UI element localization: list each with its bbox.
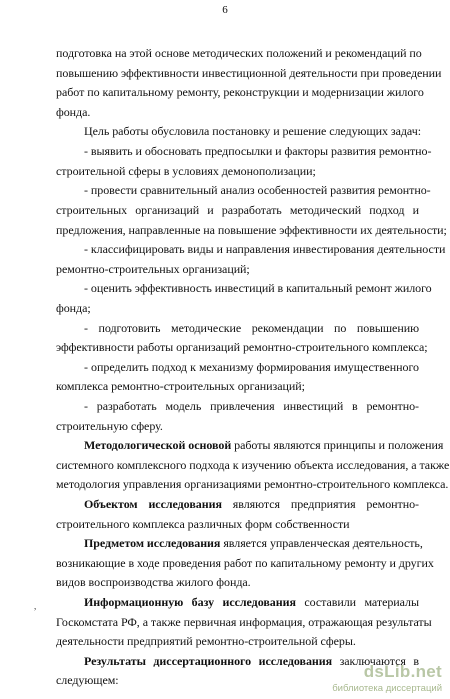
text-segment: Цель работы обусловила постановку и решение следующих задач: bbox=[84, 124, 421, 139]
text-line bbox=[56, 517, 419, 532]
text-segment: - разработать модель привлечения инвестиций в ремонтно- bbox=[84, 398, 419, 413]
text-segment: подготовка на этой основе методических положений и рекомендаций по bbox=[56, 46, 422, 60]
text-segment: системного комплексного подхода к изучению объекта исследования, а также bbox=[56, 457, 450, 472]
text-segment: является управленческая деятельность, bbox=[220, 536, 423, 551]
text-segment: строительной сферы в условиях демонополизации; bbox=[56, 163, 316, 178]
text-segment: фонда; bbox=[56, 300, 91, 315]
bold-term: Предметом исследования bbox=[84, 536, 221, 551]
text-segment: - подготовить методические рекомендации по повышению bbox=[84, 320, 419, 335]
text-line bbox=[56, 203, 419, 218]
text-line bbox=[84, 321, 419, 336]
text-line bbox=[84, 183, 431, 198]
text-segment: строительных организаций и разработать методический подход и bbox=[56, 202, 419, 217]
text-segment: строительную сферу. bbox=[56, 418, 163, 433]
text-segment: строительного комплекса различных форм собственности bbox=[56, 516, 350, 531]
text-line bbox=[84, 595, 419, 610]
text-line bbox=[56, 555, 434, 571]
text-segment: составили материалы bbox=[295, 595, 419, 609]
text-line bbox=[56, 340, 428, 355]
text-segment: видов воспроизводства жилого фонда. bbox=[56, 575, 251, 590]
text-line bbox=[56, 85, 424, 100]
text-segment: Госкомстата РФ, а также первичная информация, отражающая результаты bbox=[56, 614, 432, 629]
text-segment: повышению эффективности инвестиционной деятельности при проведении bbox=[56, 65, 442, 80]
text-segment: предложения, направленные на повышение эффективности их деятельности; bbox=[56, 222, 447, 237]
text-segment: деятельности предприятий ремонтно-строительной сферы. bbox=[56, 634, 356, 649]
text-segment: - оценить эффективность инвестиций в капитальный ремонт жилого bbox=[84, 281, 432, 296]
text-line bbox=[84, 144, 432, 159]
text-segment: возникающие в ходе проведения работ по капитальному ремонту и других bbox=[56, 555, 434, 570]
text-line bbox=[56, 164, 419, 179]
text-line bbox=[84, 124, 419, 139]
margin-mark: , bbox=[34, 601, 37, 611]
text-segment: являются предприятия ремонтно- bbox=[221, 496, 419, 511]
text-line bbox=[56, 614, 432, 630]
text-line bbox=[84, 497, 419, 512]
text-segment: - выявить и обосновать предпосылки и факторы развития ремонтно- bbox=[84, 144, 432, 158]
text-segment: комплекса ремонтно-строительных организаций; bbox=[56, 379, 305, 394]
text-segment: - провести сравнительный анализ особенностей развития ремонтно- bbox=[84, 183, 431, 198]
text-line bbox=[56, 634, 419, 649]
text-line bbox=[84, 536, 423, 551]
bold-term: Объектом исследования bbox=[84, 496, 222, 511]
text-line bbox=[84, 281, 432, 296]
text-line bbox=[56, 105, 419, 120]
text-segment: работ по капитальному ремонту, реконструкции и модернизации жилого bbox=[56, 85, 424, 100]
text-line bbox=[56, 457, 450, 473]
text-line bbox=[56, 379, 419, 394]
bold-term: Результаты диссертационного исследования bbox=[84, 653, 333, 668]
watermark-tagline: библиотека диссертаций bbox=[332, 683, 442, 694]
text-line bbox=[84, 438, 444, 453]
text-line bbox=[56, 222, 447, 238]
watermark-logo: dsLib.net bbox=[363, 662, 442, 681]
text-line bbox=[56, 575, 419, 590]
bold-term: Информационную базу исследования bbox=[84, 595, 296, 609]
watermark bbox=[332, 662, 442, 696]
text-line bbox=[56, 477, 449, 492]
text-segment: эффективности работы организаций ремонтно-строительного комплекса; bbox=[56, 340, 428, 355]
text-segment: ремонтно-строительных организаций; bbox=[56, 261, 250, 276]
text-line bbox=[84, 399, 419, 414]
text-segment: - классифицировать виды и направления инвестирования деятельности bbox=[84, 242, 446, 257]
text-line bbox=[56, 301, 419, 316]
text-segment: заключаются в bbox=[332, 653, 419, 668]
text-line bbox=[84, 242, 446, 257]
text-segment: методология управления организациями ремонтно-строительного комплекса. bbox=[56, 477, 449, 492]
text-segment: - определить подход к механизму формирования имущественного bbox=[84, 359, 419, 374]
text-line bbox=[56, 46, 422, 61]
text-line bbox=[84, 360, 419, 375]
text-line bbox=[56, 65, 442, 81]
page-number: 6 bbox=[222, 4, 228, 16]
text-line bbox=[56, 262, 419, 277]
text-segment: следующем: bbox=[56, 673, 119, 688]
text-segment: работы являются принципы и положения bbox=[231, 438, 444, 453]
text-line bbox=[56, 419, 419, 434]
text-segment: фонда. bbox=[56, 104, 91, 119]
bold-term: Методологической основой bbox=[84, 438, 232, 453]
